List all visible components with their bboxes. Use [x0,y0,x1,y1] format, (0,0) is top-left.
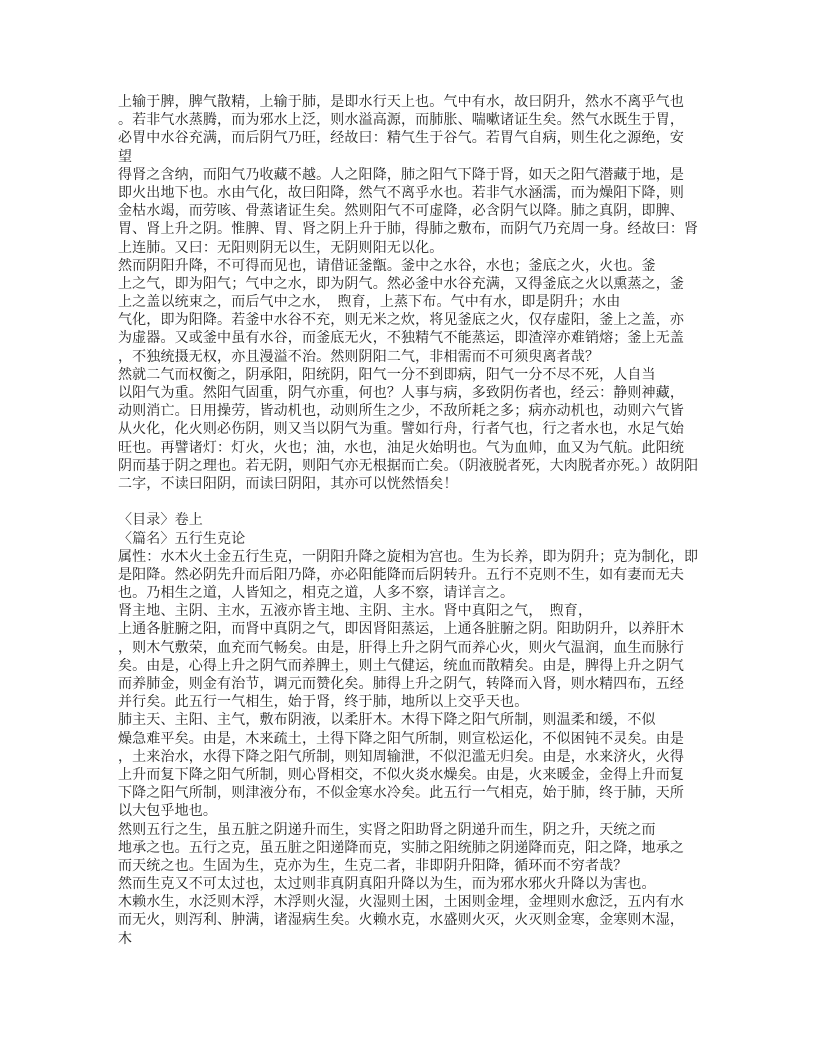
text-line: 动则消亡。日用操劳，皆动机也，动则所生之少，不敌所耗之多；病亦动机也，动则六气皆 [118,403,684,420]
text-line: ，则木气敷荣，血充而气畅矣。由是，肝得上升之阴气而养心火，则火气温润，血生而脉行 [118,639,684,656]
text-line: 上通各脏腑之阳，而肾中真阴之气，即因肾阳蒸运，上通各脏腑之阴。阳助阴升，以养肝木 [118,621,684,638]
text-line: 肾主地、主阴、主水，五液亦皆主地、主阴、主水。肾中真阳之气， 煦育， [118,603,593,620]
text-line: 是阳降。然必阴先升而后阳乃降，亦必阳能降而后阴转升。五行不克则不生，如有妻而无夫 [118,566,684,583]
text-line: 胃、肾上升之阴。惟脾、胃、肾之阴上升于肺，得肺之敷布，而阴气乃充周一身。经故曰：肾 [118,221,699,238]
text-line: 上输于脾，脾气散精，上输于肺，是即水行天上也。气中有水，故曰阴升，然水不离乎气也 [118,94,684,110]
text-line: 为虚器。又或釜中虽有水谷，而釜底无火，不独精气不能蒸运，即渣滓亦难销熔；釜上无盖 [118,330,684,347]
text-line: 地承之也。五行之克，虽五脏之阳递降而克，实肺之阳统肺之阴递降而克，阳之降，地承之 [118,839,684,856]
text-line: 肺主天、主阳、主气，敷布阴液，以柔肝木。木得下降之阳气所制，则温柔和缓，不似 [118,712,656,729]
text-line: 〈目录〉卷上 [118,512,203,529]
text-line: 上之气，即为阳气；气中之水，即为阴气。然必釜中水谷充满，又得釜底之火以熏蒸之，釜 [118,275,684,292]
text-line: 〈篇名〉五行生克论 [118,530,246,547]
text-line: 燥急难平矣。由是，木来疏土，土得下降之阳气所制，则宣松运化，不似困钝不灵矣。由是 [118,730,684,747]
text-line: 并行矣。此五行一气相生，始于肾，终于肺，地所以上交乎天也。 [118,694,529,711]
text-line: 即火出地下也。水由气化，故曰阳降，然气不离乎水也。若非气水涵濡，而为燥阳下降，则 [118,184,684,201]
text-line: 上之盖以统束之，而后气中之水， 煦育，上蒸下布。气中有水，即是阴升；水由 [118,294,621,311]
text-line: 木 [118,930,133,947]
text-line: 从火化，化火则必伤阴，则又当以阴气为重。譬如行舟，行者气也，行之者水也，水足气始 [118,421,684,438]
text-line: ，土来治水，水得下降之阳气所制，则知周输泄，不似氾滥无归矣。由是，水来济火，火得 [118,748,684,765]
text-line: 也。乃相生之道，人皆知之，相克之道，人多不察，请详言之。 [118,585,515,602]
text-line: 望 [118,148,133,165]
text-line: 气化，即为阳降。若釜中水谷不充，则无米之炊，将见釜底之火，仅存虚阳，釜上之盖，亦 [118,312,684,329]
text-line: 必胃中水谷充满，而后阴气乃旺，经故曰：精气生于谷气。若胃气自病，则生化之源绝，安 [118,130,684,147]
text-line: 然则五行之生，虽五脏之阴递升而生，实肾之阳助肾之阴递升而生，阴之升，天统之而 [118,821,656,838]
text-line: ，不独统摄无权，亦且漫溢不治。然则阴阳二气，非相需而不可须臾离者哉？ [118,348,600,365]
text-line: 得肾之含纳，而阳气乃收藏不越。人之阳降，肺之阳气下降于肾，如天之阳气潜藏于地，是 [118,166,684,183]
text-line: 下降之阳气所制，则津液分布，不似金寒水冷矣。此五行一气相克，始于肺，终于肺，天所 [118,785,684,802]
text-line: 然就二气而权衡之，阴承阳，阳统阴，阳气一分不到即病，阳气一分不尽不死，人自当 [118,366,656,383]
text-line: 旺也。再譬诸灯：灯火，火也；油，水也，油足火始明也。气为血帅，血又为气航。此阳统 [118,439,684,456]
text-line: 上连肺。又曰：无阳则阴无以生，无阴则阳无以化。 [118,239,444,256]
text-line: 矣。由是，心得上升之阴气而养脾土，则土气健运，统血而散精矣。由是，脾得上升之阴气 [118,657,684,674]
text-line: 阴而基于阴之理也。若无阴，则阳气亦无根据而亡矣。（阴液脱者死，大肉脱者亦死。）故阴阳 [118,457,699,474]
text-line: 然而生克又不可太过也，太过则非真阴真阳升降以为生，而为邪水邪火升降以为害也。 [118,876,656,893]
blank-line [118,493,718,511]
text-line: 以阳气为重。然阳气固重，阴气亦重，何也？人事与病，多致阴伤者也，经云：静则神藏， [118,385,684,401]
text-line: 而无火，则泻利、肿满，诸湿病生矣。火赖水克，水盛则火灭，火灭则金寒，金寒则木湿， [118,912,684,929]
text-line: 然而阴阳升降，不可得而见也，请借证釜甑。釜中之水谷，水也；釜底之火，火也。釜 [118,257,656,274]
text-line: 二字，不读曰阳阴，而读曰阴阳，其亦可以恍然悟矣！ [118,475,458,492]
text-line: 金枯水竭，而劳咳、骨蒸诸证生矣。然则阳气不可虚降，必含阴气以降。肺之真阴，即脾、 [118,203,684,220]
text-line: 上升而复下降之阳气所制，则心肾相交，不似火炎水燥矣。由是，火来暖金，金得上升而复 [118,766,684,783]
text-line: 而养肺金，则金有治节，调元而赞化矣。肺得上升之阴气，转降而入肾，则水精四布，五经 [118,676,684,692]
text-line: 以大包乎地也。 [118,803,218,820]
text-line: 而天统之也。生固为生，克亦为生，生克二者，非即阴升阳降，循环而不穷者哉？ [118,857,628,874]
text-line: 。若非气水蒸腾，而为邪水上泛，则水溢高源，而肺胀、喘嗽诸证生矣。然气水既生于胃， [118,112,684,129]
text-line: 属性：水木火土金五行生克，一阴阳升降之旋相为宫也。生为长养，即为阴升；克为制化，即 [118,548,699,565]
document-body [118,93,718,948]
text-line: 木赖水生，水泛则木浮，木浮则火湿，火湿则土困，土困则金埋，金埋则水愈泛，五内有水 [118,894,684,911]
